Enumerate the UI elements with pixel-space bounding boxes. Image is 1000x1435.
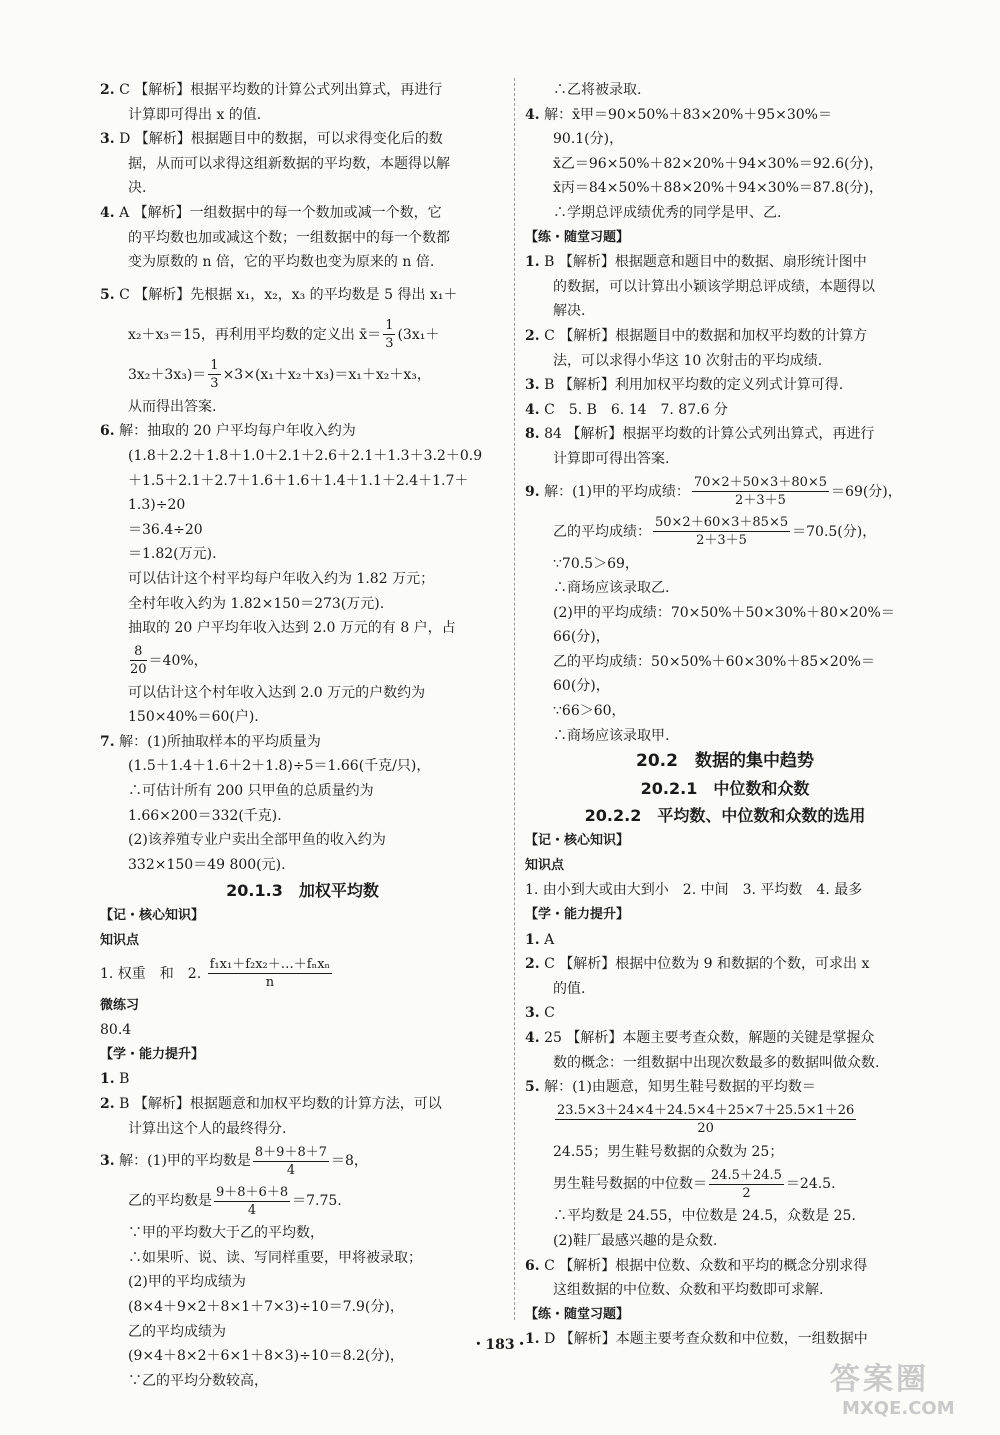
text-segment: 乙的平均数是	[128, 1193, 212, 1210]
text-segment: 的数据，可以计算出小颖该学期总评成绩，本题得以	[553, 278, 875, 295]
text-segment: 解：x̄甲＝90×50%＋83×20%＋95×30%＝	[539, 106, 832, 123]
text-segment: (8×4＋9×2＋8×1＋7×3)÷10＝7.9(分)，	[128, 1298, 404, 1315]
text-line	[525, 78, 925, 103]
text-segment: 解：(1)由题意，知男生鞋号数据的平均数＝	[539, 1079, 816, 1096]
text-line	[100, 518, 505, 543]
text-segment: ∴可估计所有 200 只甲鱼的总质量约为	[128, 783, 374, 800]
text-segment: 1. 权重 和 2.	[100, 965, 206, 982]
item-number: 2.	[525, 327, 540, 344]
text-segment: (2)甲的平均成绩为	[128, 1274, 246, 1291]
text-segment: 60(分)，	[553, 678, 610, 695]
denominator: 2	[742, 1185, 751, 1201]
text-line	[100, 176, 505, 201]
sub-heading: 【练・随堂习题】	[525, 229, 630, 245]
watermark-text: 答案圈	[830, 1362, 929, 1397]
fraction	[130, 643, 147, 678]
text-segment: A 【解析】一组数据中的每一个数加或减一个数，它	[114, 204, 442, 221]
text-line	[100, 1270, 505, 1295]
text-line	[525, 152, 925, 177]
text-segment: 这组数据的中位数、众数和平均数即可求解.	[553, 1282, 824, 1299]
text-segment: ∴商场应该录取乙.	[553, 580, 670, 597]
text-segment: B	[114, 1071, 130, 1088]
text-segment: C 【解析】先根据 x₁，x₂，x₃ 的平均数是 5 得出 x₁＋	[114, 286, 458, 303]
denominator: 2＋3＋5	[735, 493, 786, 508]
text-line	[100, 828, 505, 853]
item-number: 1.	[525, 1331, 540, 1348]
text-segment: 计算出这个人的最终得分.	[128, 1120, 287, 1137]
text-segment: ＝40%，	[148, 652, 208, 669]
text-line	[525, 103, 925, 128]
item-number: 3.	[100, 131, 115, 148]
numerator: 1	[210, 358, 219, 374]
formula-line	[100, 1181, 505, 1221]
section-heading: 20.2.2 平均数、中位数和众数的选用	[584, 806, 866, 826]
text-line	[525, 1140, 925, 1165]
text-segment: 抽取的 20 户平均年收入达到 2.0 万元的有 8 户，占	[128, 620, 456, 637]
text-line	[525, 699, 925, 724]
text-segment: 计算即可得出 x 的值.	[128, 106, 262, 123]
numerator: 50×2＋60×3＋85×5	[655, 515, 789, 530]
formula-line	[100, 954, 505, 994]
text-segment: 150×40%＝60(户).	[128, 709, 259, 726]
sub-heading: 【记・核心知识】	[100, 908, 205, 924]
item-number: 4.	[525, 106, 540, 123]
text-segment: ＝36.4÷20	[128, 521, 203, 538]
denominator: n	[265, 975, 275, 991]
text-line	[525, 674, 925, 699]
text-segment: 法，可以求得小华这 10 次射击的平均成绩.	[553, 352, 823, 369]
sub-heading: 【学・能力提升】	[525, 907, 630, 923]
text-segment: 乙的平均成绩：	[553, 523, 651, 540]
text-line	[525, 447, 925, 472]
item-number: 1.	[525, 931, 540, 948]
text-line	[100, 444, 505, 469]
text-segment: 84 【解析】根据平均数的计算公式列出算式，再进行	[539, 426, 875, 443]
text-line	[525, 1254, 925, 1279]
numerator: 9＋8＋6＋8	[216, 1184, 289, 1200]
formula-line	[100, 355, 505, 395]
formula-line	[100, 1141, 505, 1181]
text-segment: 的值.	[553, 980, 586, 997]
item-number: 7.	[100, 733, 115, 750]
text-segment: ＝24.5.	[785, 1176, 836, 1193]
text-segment: 25 【解析】本题主要考查众数，解题的关键是掌握众	[539, 1030, 875, 1046]
text-segment: 乙的平均成绩：50×50%＋60×30%＋85×20%＝	[553, 653, 875, 670]
numerator: 1	[385, 318, 394, 334]
text-line	[525, 299, 925, 324]
fraction	[208, 357, 220, 392]
fraction	[253, 1144, 329, 1179]
text-segment: 数的概念：一组数据中出现次数最多的数据叫做众数.	[553, 1054, 880, 1071]
text-segment: 1.3)÷20	[128, 497, 186, 514]
text-line	[525, 977, 925, 1002]
text-segment: 乙的平均成绩为	[128, 1323, 226, 1340]
column-divider	[514, 78, 515, 1320]
formula-line	[525, 1164, 925, 1204]
text-segment: C	[539, 1005, 555, 1022]
sub-heading: 【学・能力提升】	[100, 1046, 205, 1062]
text-line	[100, 493, 505, 518]
text-line	[525, 601, 925, 626]
text-line	[525, 1278, 925, 1303]
text-line	[100, 1221, 505, 1246]
formula-line	[100, 315, 505, 355]
text-line	[525, 724, 925, 749]
numerator: 70×2＋50×3＋80×5	[693, 475, 828, 490]
text-line	[525, 625, 925, 650]
text-segment: (1.5＋1.4＋1.6＋2＋1.8)÷5＝1.66(千克/只)，	[128, 758, 431, 775]
text-segment: ∴如果听、说、读、写同样重要，甲将被录取；	[128, 1249, 422, 1266]
text-line	[100, 681, 505, 706]
text-segment: ＝7.75.	[292, 1193, 342, 1210]
item-number: 4.	[525, 1030, 540, 1046]
fraction	[214, 1184, 290, 1219]
fraction	[383, 317, 395, 352]
text-segment: x₂＋x₃＝15，再利用平均数的定义出 x̄＝	[128, 326, 382, 343]
text-segment: ∴商场应该录取甲.	[553, 727, 670, 744]
item-number: 4.	[100, 204, 115, 221]
item-number: 6.	[525, 1257, 540, 1274]
text-segment: 90.1(分)，	[553, 131, 624, 148]
text-segment: (9×4＋8×2＋6×1＋8×3)÷10＝8.2(分)，	[128, 1348, 404, 1365]
text-line	[525, 176, 925, 201]
text-line	[525, 1026, 925, 1051]
item-number: 6.	[100, 423, 115, 440]
text-line	[525, 928, 925, 953]
right-column	[525, 78, 925, 1352]
text-line	[100, 567, 505, 592]
text-segment: x̄乙＝96×50%＋82×20%＋94×30%＝92.6(分)，	[553, 155, 883, 172]
text-line	[525, 576, 925, 601]
text-segment: ＝70.5(分)，	[792, 523, 877, 540]
text-line	[525, 127, 925, 152]
text-line	[525, 201, 925, 226]
text-line	[100, 250, 505, 275]
item-number: 2.	[100, 82, 115, 98]
text-line	[100, 395, 505, 420]
text-line	[525, 552, 925, 577]
text-segment: C 【解析】根据平均数的计算公式列出算式，再进行	[114, 82, 443, 98]
sub-heading: 【练・随堂习题】	[525, 1306, 630, 1322]
text-line	[100, 853, 505, 878]
numerator: 8＋9＋8＋7	[254, 1144, 327, 1160]
text-segment: 计算即可得出答案.	[553, 450, 670, 467]
fraction	[692, 474, 829, 509]
text-segment: ×3×(x₁＋x₂＋x₃)＝x₁＋x₂＋x₃，	[222, 366, 431, 383]
text-segment: (3x₁＋	[397, 326, 440, 343]
section-heading: 20.1.3 加权平均数	[226, 881, 379, 901]
text-segment: 332×150＝49 800(元).	[128, 856, 286, 873]
sub-heading: 【记・核心知识】	[525, 833, 630, 849]
formula-line	[100, 275, 505, 315]
text-segment: 24.55；男生鞋号数据的众数为 25；	[553, 1143, 784, 1160]
section-heading: 20.2 数据的集中趋势	[636, 751, 814, 772]
text-segment: 男生鞋号数据的中位数＝	[553, 1176, 707, 1193]
text-segment: C 【解析】根据中位数、众数和平均的概念分别求得	[539, 1257, 868, 1274]
text-line	[525, 1001, 925, 1026]
text-segment: (2)甲的平均成绩：70×50%＋50×30%＋80×20%＝	[553, 604, 895, 621]
fraction	[709, 1167, 784, 1202]
text-line	[100, 419, 505, 444]
item-number: 9.	[525, 483, 540, 500]
text-segment: 1. 由小到大或由大到小 2. 中间 3. 平均数 4. 最多	[525, 882, 863, 899]
text-segment: ∵甲的平均数大于乙的平均数，	[128, 1225, 324, 1242]
text-segment: ∵70.5＞69，	[553, 555, 639, 572]
text-segment: (2)鞋厂最感兴趣的是众数.	[553, 1232, 718, 1249]
item-number: 4.	[525, 401, 540, 418]
item-number: 1.	[525, 254, 540, 271]
item-number: 5.	[525, 1079, 540, 1096]
text-segment: B 【解析】利用加权平均数的定义列式计算可得.	[539, 377, 844, 394]
sub-heading: 知识点	[100, 933, 140, 949]
text-line	[100, 1067, 505, 1092]
formula-line	[525, 1100, 925, 1140]
text-line	[100, 127, 505, 152]
item-number: 3.	[525, 1005, 540, 1022]
text-segment: A	[539, 931, 555, 948]
text-segment: 解：(1)甲的平均成绩：	[539, 483, 690, 500]
formula-line	[100, 641, 505, 681]
text-line	[100, 1092, 505, 1117]
text-segment: C 5. B 6. 14 7. 87.6 分	[539, 401, 728, 418]
text-line	[100, 1018, 505, 1043]
text-segment: 的平均数也加或减这个数；一组数据中的每一个数都	[128, 229, 450, 246]
text-segment: ∴学期总评成绩优秀的同学是甲、乙.	[553, 204, 782, 221]
text-line	[525, 1075, 925, 1100]
text-segment: D 【解析】本题主要考查众数和中位数，一组数据中	[539, 1331, 868, 1348]
text-line	[100, 469, 505, 494]
text-segment: 全村年收入约为 1.82×150＝273(万元).	[128, 595, 385, 612]
text-segment: ∴平均数是 24.55，中位数是 24.5，众数是 25.	[553, 1208, 856, 1225]
text-line	[100, 226, 505, 251]
fraction	[653, 514, 790, 549]
text-line	[100, 103, 505, 128]
text-line	[100, 201, 505, 226]
text-line	[525, 1229, 925, 1254]
left-column	[100, 78, 505, 1393]
item-number: 8.	[525, 426, 540, 443]
text-line	[525, 349, 925, 374]
text-line	[525, 373, 925, 398]
text-segment: 80.4	[100, 1022, 132, 1039]
denominator: 2＋3＋5	[696, 533, 747, 548]
fraction	[208, 956, 333, 991]
denominator: 4	[247, 1202, 257, 1218]
text-line	[100, 754, 505, 779]
denominator: 20	[697, 1121, 714, 1137]
sub-heading: 知识点	[525, 857, 565, 873]
text-line	[100, 705, 505, 730]
text-line	[100, 542, 505, 567]
text-segment: 决.	[128, 180, 147, 197]
text-line	[525, 250, 925, 275]
page-number: ・183・	[471, 1337, 529, 1353]
text-segment: ＝69(分)，	[831, 483, 902, 500]
text-line	[525, 422, 925, 447]
text-line	[525, 398, 925, 423]
text-segment: B 【解析】根据题意和题目中的数据、扇形统计图中	[539, 254, 867, 271]
text-segment: 解决.	[553, 303, 586, 320]
text-line	[525, 952, 925, 977]
text-segment: ＋1.5＋2.1＋2.7＋1.6＋1.6＋1.4＋1.1＋2.4＋1.7＋	[128, 472, 469, 489]
denominator: 3	[210, 376, 219, 392]
text-segment: 解：抽取的 20 户平均每户年收入约为	[114, 423, 356, 440]
text-segment: (2)该养殖专业户卖出全部甲鱼的收入约为	[128, 832, 386, 849]
watermark-url: MXQE.COM	[842, 1398, 955, 1419]
formula-line	[525, 472, 925, 512]
text-line	[100, 592, 505, 617]
text-line	[100, 1246, 505, 1271]
text-line	[525, 324, 925, 349]
sub-heading: 微练习	[100, 997, 140, 1013]
denominator: 20	[130, 662, 147, 678]
text-segment: 3x₂＋3x₃)＝	[128, 366, 207, 383]
item-number: 2.	[100, 1096, 115, 1112]
text-segment: ∴乙将被录取.	[553, 82, 642, 98]
text-segment: C 【解析】根据题目中的数据和加权平均数的计算方	[539, 327, 868, 344]
numerator: 23.5×3＋24×4＋24.5×4＋25×7＋25.5×1＋26	[557, 1103, 855, 1119]
text-segment: 66(分)，	[553, 629, 610, 646]
text-line	[525, 275, 925, 300]
formula-line	[525, 512, 925, 552]
text-segment: 可以估计这个村平均每户年收入约为 1.82 万元；	[128, 570, 435, 587]
text-segment: 据，从而可以求得这组新数据的平均数，本题得以解	[128, 155, 450, 172]
text-segment: B 【解析】根据题意和加权平均数的计算方法，可以	[114, 1096, 442, 1112]
text-line	[100, 78, 505, 103]
fraction	[555, 1102, 856, 1137]
item-number: 5.	[100, 286, 115, 303]
text-segment: C 【解析】根据中位数为 9 和数据的个数，可求出 x	[539, 956, 870, 973]
text-line	[100, 1295, 505, 1320]
numerator: 8	[130, 643, 147, 661]
text-segment: 解：(1)所抽取样本的平均质量为	[114, 733, 321, 750]
text-line	[100, 730, 505, 755]
text-line	[525, 650, 925, 675]
item-number: 1.	[100, 1071, 115, 1088]
text-segment: 1.66×200＝332(千克).	[128, 807, 282, 824]
item-number: 3.	[100, 1153, 115, 1170]
text-line	[525, 1051, 925, 1076]
denominator: 3	[385, 336, 394, 352]
item-number: 3.	[525, 377, 540, 394]
text-segment: ＝1.82(万元).	[128, 546, 217, 563]
text-line	[100, 616, 505, 641]
watermark-logo	[830, 1362, 980, 1424]
numerator: f₁x₁＋f₂x₂＋…＋fₙxₙ	[209, 957, 331, 973]
denominator: 4	[286, 1162, 296, 1178]
text-segment: 可以估计这个村年收入达到 2.0 万元的户数约为	[128, 684, 426, 701]
text-segment: D 【解析】根据题目中的数据，可以求得变化后的数	[114, 131, 443, 148]
text-line	[525, 1204, 925, 1229]
numerator: 24.5＋24.5	[711, 1167, 782, 1183]
text-segment: ＝8，	[331, 1153, 368, 1170]
text-line	[525, 878, 925, 903]
section-heading: 20.2.1 中位数和众数	[640, 779, 810, 799]
text-segment: ∵66＞60，	[553, 703, 626, 720]
text-segment: 从而得出答案.	[128, 398, 217, 415]
text-line	[100, 804, 505, 829]
text-line	[100, 152, 505, 177]
text-line	[100, 1117, 505, 1142]
text-segment: 变为原数的 n 倍，它的平均数也变为原来的 n 倍.	[128, 254, 435, 271]
text-line	[100, 1369, 505, 1394]
text-segment: ∵乙的平均分数较高，	[128, 1372, 268, 1389]
text-segment: (1.8＋2.2＋1.8＋1.0＋2.1＋2.6＋2.1＋1.3＋3.2＋0.9	[128, 447, 483, 464]
text-segment: 解：(1)甲的平均数是	[114, 1153, 251, 1170]
item-number: 2.	[525, 956, 540, 973]
text-segment: x̄丙＝84×50%＋88×20%＋94×30%＝87.8(分)，	[553, 180, 883, 197]
text-line	[100, 779, 505, 804]
